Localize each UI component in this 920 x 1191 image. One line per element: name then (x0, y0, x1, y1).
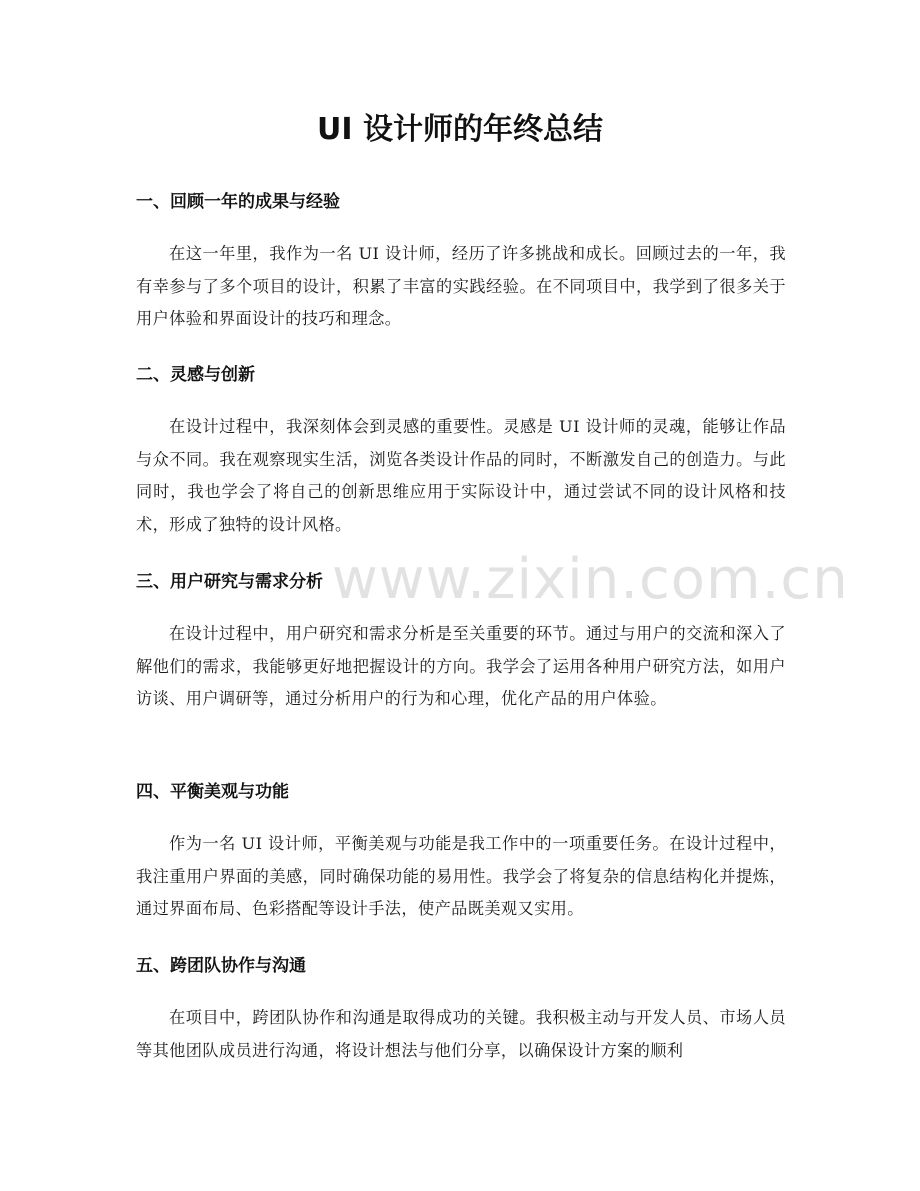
section-review (136, 190, 786, 336)
section-heading: 一、回顾一年的成果与经验 (136, 192, 340, 212)
document-title: UI 设计师的年终总结 (317, 112, 603, 147)
section-paragraph: 作为一名 UI 设计师，平衡美观与功能是我工作中的一项重要任务。在设计过程中，我注重用户界面的美感，同时确保功能的易用性。我学会了将复杂的信息结构化并提炼，通过界面布局、色彩搭配等设计手法，使产品既美观又实用。 (136, 834, 786, 918)
section-inspiration (136, 363, 786, 541)
section-paragraph: 在设计过程中，我深刻体会到灵感的重要性。灵感是 UI 设计师的灵魂，能够让作品与众不同。我在观察现实生活，浏览各类设计作品的同时，不断激发自己的创造力。与此同时，我也学会了将自己的创新思维应用于实际设计中，通过尝试不同的设计风格和技术，形成了独特的设计风格。 (136, 417, 786, 534)
section-paragraph: 在项目中，跨团队协作和沟通是取得成功的关键。我积极主动与开发人员、市场人员等其他团队成员进行沟通，将设计想法与他们分享，以确保设计方案的顺利 (136, 1008, 786, 1060)
watermark: www.zixin.com.cn (332, 547, 849, 612)
section-paragraph: 在这一年里，我作为一名 UI 设计师，经历了许多挑战和成长。回顾过去的一年，我有幸参与了多个项目的设计，积累了丰富的实践经验。在不同项目中，我学到了很多关于用户体验和界面设计的技巧和理念。 (136, 244, 786, 328)
section-user-research (136, 570, 786, 716)
section-heading: 五、跨团队协作与沟通 (136, 956, 306, 976)
section-heading: 二、灵感与创新 (136, 365, 255, 385)
section-heading: 三、用户研究与需求分析 (136, 572, 323, 592)
section-heading: 四、平衡美观与功能 (136, 782, 289, 802)
section-balance (136, 780, 786, 926)
section-collaboration (136, 954, 786, 1067)
section-paragraph: 在设计过程中，用户研究和需求分析是至关重要的环节。通过与用户的交流和深入了解他们的需求，我能够更好地把握设计的方向。我学会了运用各种用户研究方法，如用户访谈、用户调研等，通过分析用户的行为和心理，优化产品的用户体验。 (136, 624, 786, 708)
